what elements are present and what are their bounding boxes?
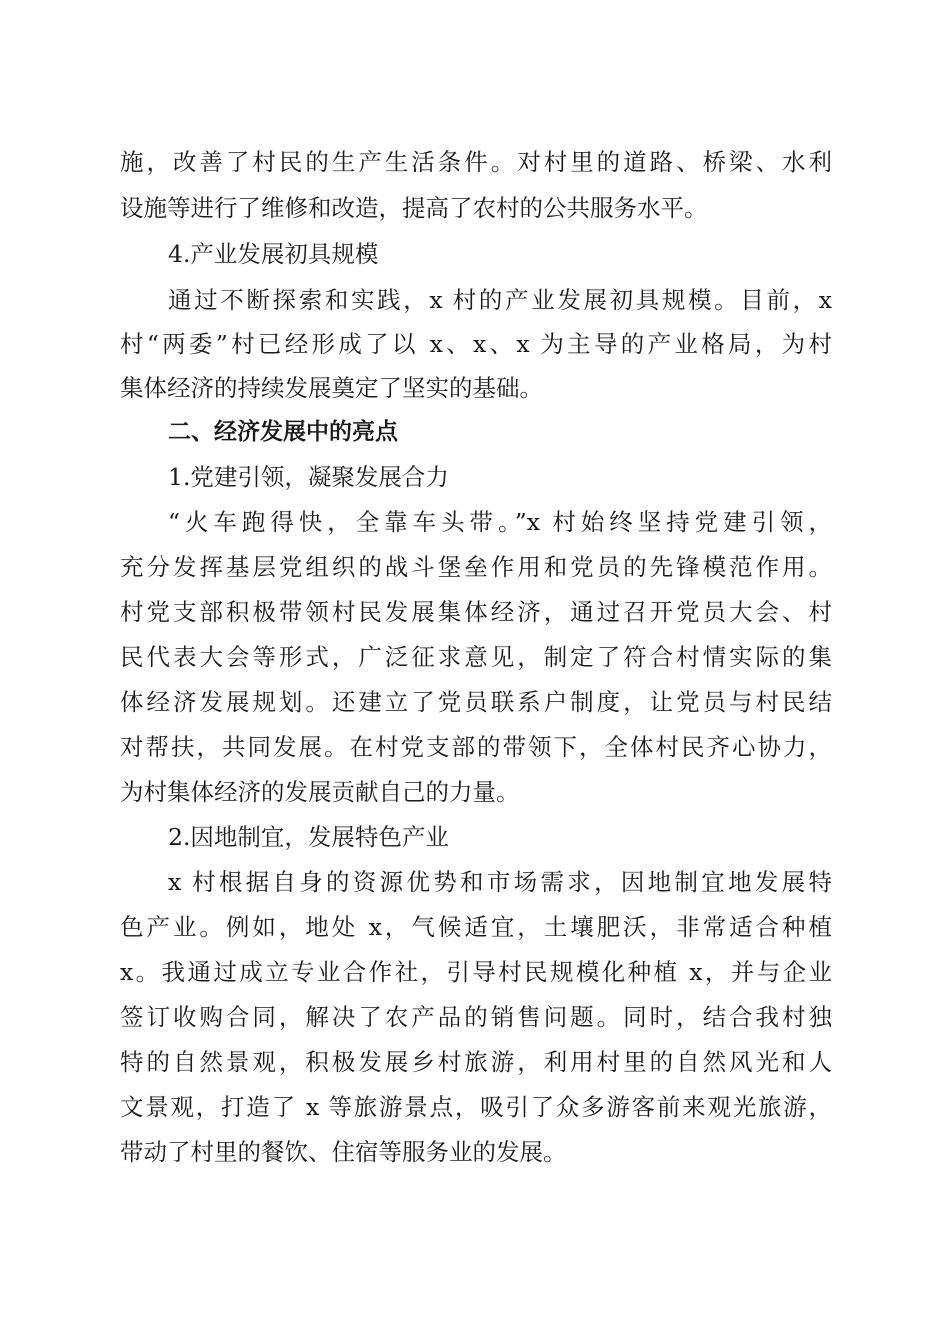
paragraph-line: 色产业。例如，地处 x，气候适宜，土壤肥沃，非常适合种植 xyxy=(120,913,832,941)
subheading-party-leadership: 1.党建引领，凝聚发展合力 xyxy=(168,463,449,491)
paragraph-line: 带动了村里的餐饮、住宿等服务业的发展。 xyxy=(120,1138,567,1166)
section-heading: 二、经济发展中的亮点 xyxy=(168,419,398,445)
paragraph-line: 设施等进行了维修和改造，提高了农村的公共服务水平。 xyxy=(120,194,708,222)
paragraph-line: 充分发挥基层党组织的战斗堡垒作用和党员的先锋模范作用。 xyxy=(120,553,832,581)
paragraph-line: 为村集体经济的发展贡献自己的力量。 xyxy=(120,778,520,806)
paragraph-line: 特的自然景观，积极发展乡村旅游，利用村里的自然风光和人 xyxy=(120,1048,832,1076)
paragraph-line: 体经济发展规划。还建立了党员联系户制度，让党员与村民结 xyxy=(120,688,832,716)
paragraph-line: “火车跑得快，全靠车头带。”x 村始终坚持党建引领， xyxy=(168,508,832,536)
subheading-characteristic-industry: 2.因地制宜，发展特色产业 xyxy=(168,823,449,851)
paragraph-line: 民代表大会等形式，广泛征求意见，制定了符合村情实际的集 xyxy=(120,643,832,671)
paragraph-line: x。我通过成立专业合作社，引导村民规模化种植 x，并与企业 xyxy=(120,958,832,986)
paragraph-line: 通过不断探索和实践，x 村的产业发展初具规模。目前，x xyxy=(168,286,832,314)
paragraph-line: 签订收购合同，解决了农产品的销售问题。同时，结合我村独 xyxy=(120,1003,832,1031)
paragraph-line: 村“两委”村已经形成了以 x、x、x 为主导的产业格局，为村 xyxy=(120,330,832,358)
paragraph-line: 集体经济的持续发展奠定了坚实的基础。 xyxy=(120,374,543,402)
paragraph-line: 对帮扶，共同发展。在村党支部的带领下，全体村民齐心协力， xyxy=(120,733,832,761)
paragraph-line: 村党支部积极带领村民发展集体经济，通过召开党员大会、村 xyxy=(120,598,832,626)
paragraph-line: 文景观，打造了 x 等旅游景点，吸引了众多游客前来观光旅游， xyxy=(120,1093,832,1121)
subheading-industry-development: 4.产业发展初具规模 xyxy=(168,240,379,268)
paragraph-line: x 村根据自身的资源优势和市场需求，因地制宜地发展特 xyxy=(168,868,832,896)
paragraph-line: 施，改善了村民的生产生活条件。对村里的道路、桥梁、水利 xyxy=(120,148,832,176)
